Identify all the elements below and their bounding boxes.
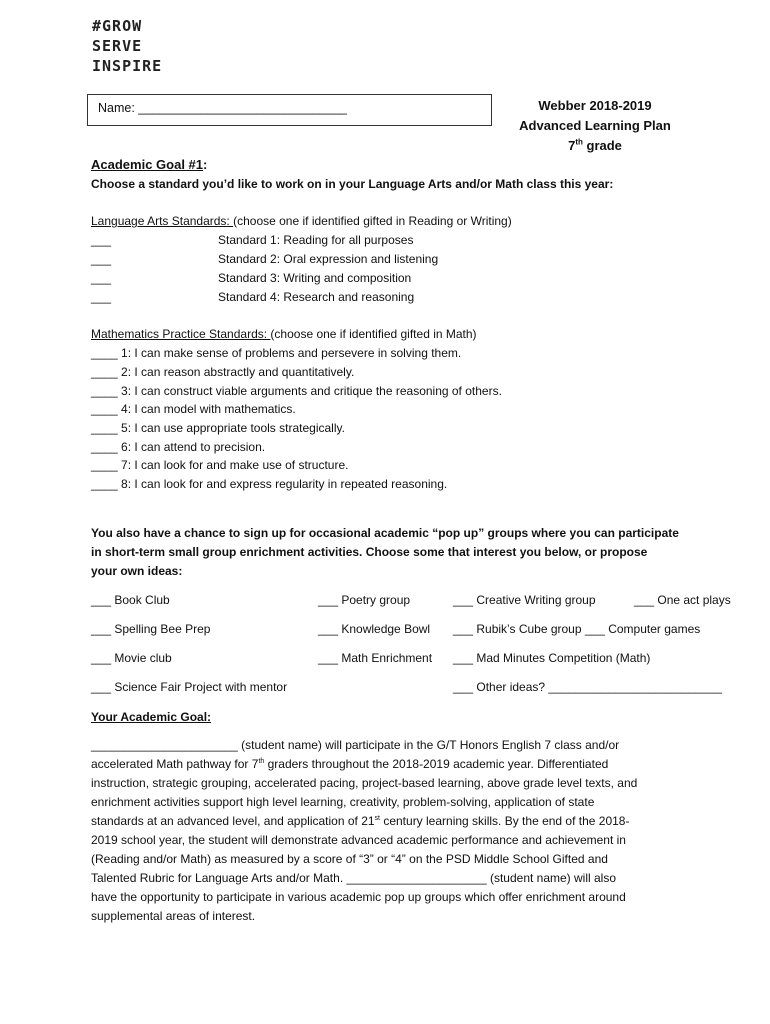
logo-line-1: #GROW bbox=[92, 17, 143, 35]
math-standard-8[interactable]: ____ 8: I can look for and express regularity in repeated reasoning. bbox=[91, 477, 448, 491]
grow-serve-inspire-logo bbox=[92, 16, 163, 82]
goal1-title: Academic Goal #1: bbox=[91, 157, 208, 172]
goal1-instruction: Choose a standard you’d like to work on in your Language Arts and/or Math class this year: bbox=[91, 177, 614, 191]
option-movie-club[interactable]: ___ Movie club bbox=[91, 651, 172, 665]
option-poetry-group[interactable]: ___ Poetry group bbox=[318, 593, 411, 607]
popup-intro-2: in short-term small group enrichment activities. Choose some that interest you below, or propose bbox=[91, 545, 648, 559]
math-standard-3[interactable]: ____ 3: I can construct viable arguments and critique the reasoning of others. bbox=[91, 384, 502, 398]
la-heading: Language Arts Standards: (choose one if identified gifted in Reading or Writing) bbox=[91, 214, 512, 228]
name-field[interactable] bbox=[87, 94, 492, 126]
header-grade: 7th grade bbox=[568, 137, 622, 153]
option-other-ideas[interactable]: ___ Other ideas? __________________________ bbox=[453, 680, 722, 694]
option-mad-minutes[interactable]: ___ Mad Minutes Competition (Math) bbox=[453, 651, 651, 665]
your-goal-paragraph: ______________________ (student name) will participate in the G/T Honors English 7 class and/or accelerated Math pathway for 7th graders throughout the 2018-2019 academic year. Differentiated instruction, strategic grouping, accelerated pacing, project-based learning, above grade level texts, and enrichment activities support high level learning, creativity, problem-solving, application of state standards at an advanced level, and application of 21st century learning skills. By the end of the 2018- 2019 school year, the student will demonstrate advanced academic performance and achievement in (Reading and/or Math) as measured by a score of “3” or “4” on the PSD Middle School Gifted and Talented Rubric for Language Arts and/or Math. _____________________ (student name) will also have the opportunity to participate in various academic pop up groups which offer enrichment around supplemental areas of interest. bbox=[91, 738, 638, 923]
math-heading: Mathematics Practice Standards: (choose one if identified gifted in Math) bbox=[91, 327, 477, 341]
math-standard-6[interactable]: ____ 6: I can attend to precision. bbox=[91, 440, 266, 454]
la-standard-2[interactable]: ___ Standard 2: Oral expression and listening bbox=[91, 252, 439, 266]
option-one-act-plays[interactable]: ___ One act plays bbox=[634, 593, 731, 607]
math-standard-2[interactable]: ____ 2: I can reason abstractly and quantitatively. bbox=[91, 365, 355, 379]
option-knowledge-bowl[interactable]: ___ Knowledge Bowl bbox=[318, 622, 431, 636]
popup-intro-1: You also have a chance to sign up for occasional academic “pop up” groups where you can participate bbox=[91, 526, 679, 540]
math-standard-1[interactable]: ____ 1: I can make sense of problems and persevere in solving them. bbox=[91, 346, 462, 360]
math-standard-5[interactable]: ____ 5: I can use appropriate tools strategically. bbox=[91, 421, 345, 435]
option-rubiks-computer[interactable]: ___ Rubik’s Cube group ___ Computer games bbox=[453, 622, 701, 636]
header-plan-title: Advanced Learning Plan bbox=[519, 118, 671, 133]
popup-row-4 bbox=[91, 680, 722, 694]
option-math-enrichment[interactable]: ___ Math Enrichment bbox=[318, 651, 433, 665]
la-standard-4[interactable]: ___ Standard 4: Research and reasoning bbox=[91, 290, 415, 304]
name-label: Name: ______________________________ bbox=[98, 101, 347, 115]
logo-line-3: INSPIRE bbox=[92, 57, 163, 75]
popup-row-1 bbox=[91, 593, 731, 607]
option-book-club[interactable]: ___ Book Club bbox=[91, 593, 170, 607]
popup-row-3 bbox=[91, 651, 691, 665]
option-science-fair[interactable]: ___ Science Fair Project with mentor bbox=[91, 680, 288, 694]
option-creative-writing[interactable]: ___ Creative Writing group bbox=[453, 593, 596, 607]
option-spelling-bee[interactable]: ___ Spelling Bee Prep bbox=[91, 622, 211, 636]
logo-line-2: SERVE bbox=[92, 37, 143, 55]
popup-row-2 bbox=[91, 622, 701, 636]
page-header bbox=[500, 96, 690, 156]
popup-intro-3: your own ideas: bbox=[91, 564, 183, 578]
la-standard-1[interactable]: ___ Standard 1: Reading for all purposes bbox=[91, 233, 414, 247]
math-standard-7[interactable]: ____ 7: I can look for and make use of structure. bbox=[91, 458, 349, 472]
math-standard-4[interactable]: ____ 4: I can model with mathematics. bbox=[91, 402, 296, 416]
header-year: Webber 2018-2019 bbox=[538, 98, 652, 113]
la-standard-3[interactable]: ___ Standard 3: Writing and composition bbox=[91, 271, 412, 285]
your-goal-heading: Your Academic Goal: bbox=[91, 710, 212, 724]
